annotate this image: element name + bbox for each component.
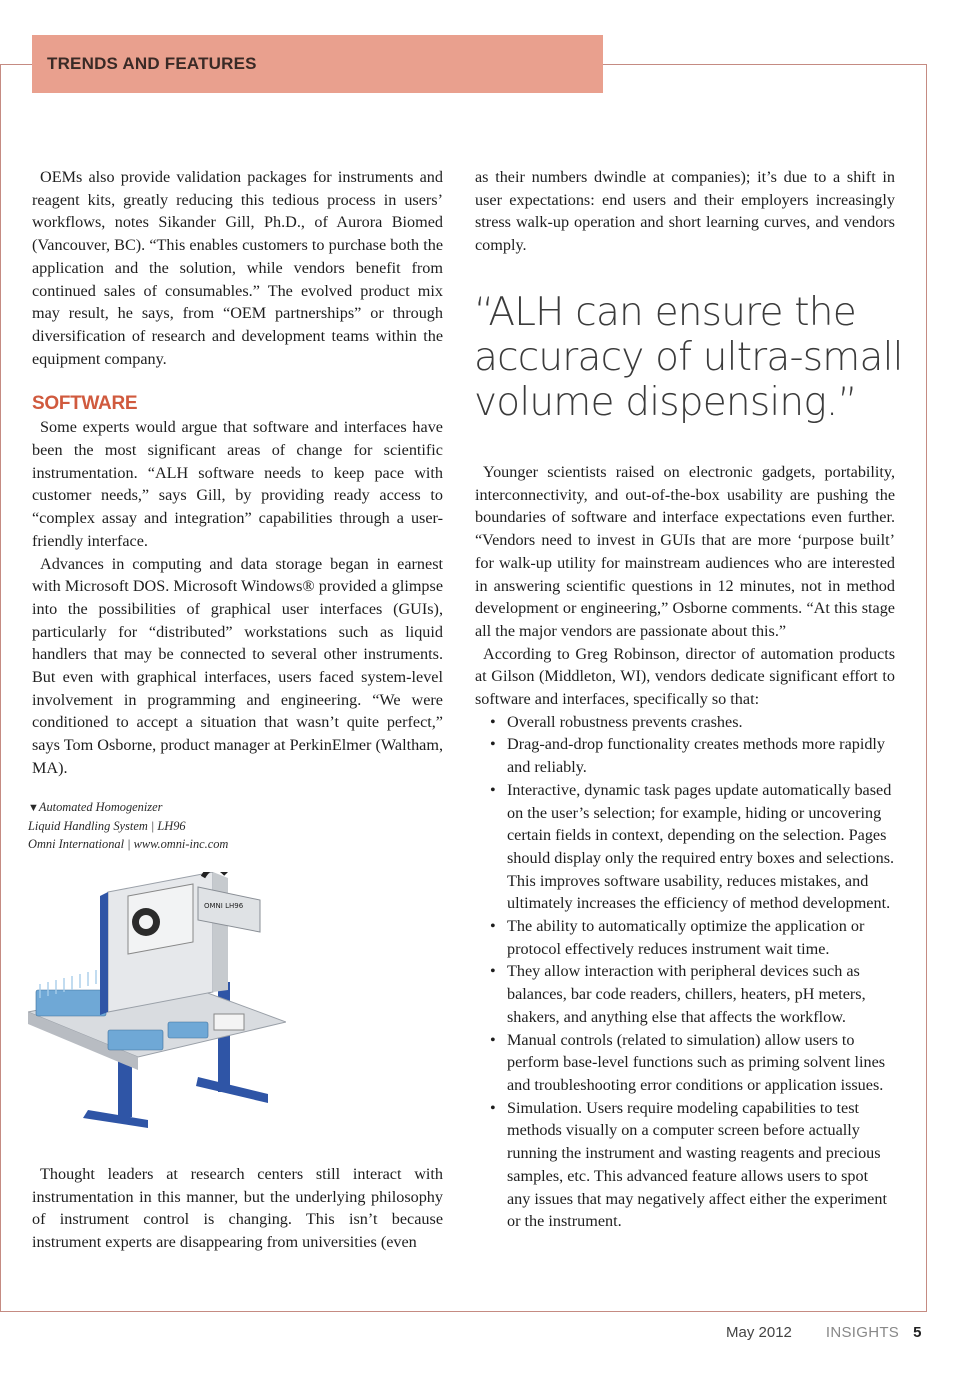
bullet-icon: • (490, 917, 496, 936)
list-item: • Interactive, dynamic task pages update automatically based on the user’s selection; for example, hiding or uncovering certain fields in context, depending on the selection. Pages should display only the required entry boxes and selections. This improves software usability, reduces mistakes, and ultimately increases the efficiency of method development. (490, 780, 895, 913)
bullet-icon: • (490, 712, 496, 731)
list-item: • Drag-and-drop functionality creates methods more rapidly and reliably. (490, 735, 886, 777)
list-item: • Manual controls (related to simulation) allow users to perform base-level functions such as priming solvent lines and troubleshooting error conditions or application issues. (490, 1030, 886, 1094)
bullet-icon: • (490, 1030, 496, 1049)
left-paragraph-3: Thought leaders at research centers still interact with instrumentation in this manner, but the underlying philosophy of instrument control is changing. This isn’t because instrument experts are disappearing from universities (even (32, 1165, 443, 1252)
photo-label: OMNI LH96 (204, 902, 244, 910)
page-footer (726, 1324, 921, 1341)
page-number: 5 (913, 1324, 922, 1341)
software-heading: SOFTWARE (32, 393, 138, 415)
list-item: • Overall robustness prevents crashes. (475, 711, 895, 734)
bullet-icon: • (490, 1098, 496, 1117)
pull-quote: “ALH can ensure the accuracy of ultra-small volume dispensing.” (474, 290, 903, 425)
bullet-icon: • (490, 780, 496, 799)
photo-caption (28, 798, 328, 853)
caption-arrow-icon: ▼ (28, 802, 39, 814)
list-item: • They allow interaction with peripheral devices such as balances, bar code readers, chillers, heaters, pH meters, shakers, and anything else that affects the workflow. (490, 962, 866, 1026)
bullet-icon: • (490, 735, 496, 754)
list-item: • The ability to automatically optimize the application or protocol effectively reduces instrument wait time. (490, 917, 865, 958)
software-paragraph-1: Some experts would argue that software and interfaces have been the most significant areas of change for scientific instrumentation. “ALH software needs to keep pace with customer needs,” says Gill, by providing ready access to “complex assay and integration” capabilities through a user-friendly interface. (32, 418, 443, 550)
caption-line-1: Automated Homogenizer (38, 800, 163, 814)
bullet-icon: • (490, 962, 496, 981)
section-title: TRENDS AND FEATURES (47, 54, 257, 73)
feature-list (475, 711, 895, 1233)
left-column (32, 166, 443, 780)
liquid-handler-photo (28, 872, 286, 1142)
right-column (475, 166, 895, 257)
continuation-paragraph: as their numbers dwindle at companies); it’s due to a shift in user expectations: end users and their employers increasingly stress walk-up operation and short learning curves, and vendors comply. (475, 168, 895, 255)
magazine-name: INSIGHTS (825, 1324, 900, 1341)
caption-line-3: Omni International | www.omni-inc.com (28, 837, 229, 851)
caption-line-2: Liquid Handling System | LH96 (28, 819, 186, 833)
section-tab (32, 35, 603, 93)
intro-paragraph: OEMs also provide validation packages for instruments and reagent kits, greatly reducing this tedious process in users’ workflows, notes Sikander Gill, Ph.D., of Aurora Biomed (Vancouver, BC). “This enables customers to purchase both the application and the solution, while vendors benefit from continued sales of consumables.” The evolved product mix may result, he says, from “OEM partnerships” or through diversification of research and development teams within the equipment company. (32, 168, 443, 368)
right-paragraph-2: According to Greg Robinson, director of automation products at Gilson (Middleton, WI), vendors dedicate significant effort to software and interfaces, specifically so that: (475, 644, 895, 709)
right-paragraph-1: Younger scientists raised on electronic gadgets, portability, interconnectivity, and out-of-the-box usability are pushing the boundaries of software and interface expectations even further. “Vendors need to invest in GUIs that are more ‘purpose built’ for walk-up utility for mainstream audiences who are interested in answering scientific questions in 12 minutes, not in method development or engineering,” Osborne comments. “At this stage all the major vendors are passionate about this.” (475, 463, 895, 640)
page-frame-left-rule (0, 64, 1, 1312)
list-item: • Simulation. Users require modeling capabilities to test methods visually on a computer screen before actually running the instrument and wasting reagents and precious samples, etc. This advanced feature allows users to spot any issues that may negatively affect either the experiment or the instrument. (490, 1098, 887, 1231)
issue-date: May 2012 (726, 1324, 792, 1341)
right-body (475, 461, 895, 1233)
software-paragraph-2: Advances in computing and data storage began in earnest with Microsoft DOS. Microsoft Windows® provided a glimpse into the possibilities of graphical user interfaces (GUIs), particularly for “distributed” workstations such as liquid handlers that may be connected to several other instruments. But even with graphical interfaces, users faced system-level involvement in programming and engineering. “We were conditioned to accept a situation that wasn’t quite perfect,” says Tom Osborne, product manager at PerkinElmer (Waltham, MA). (32, 554, 443, 777)
